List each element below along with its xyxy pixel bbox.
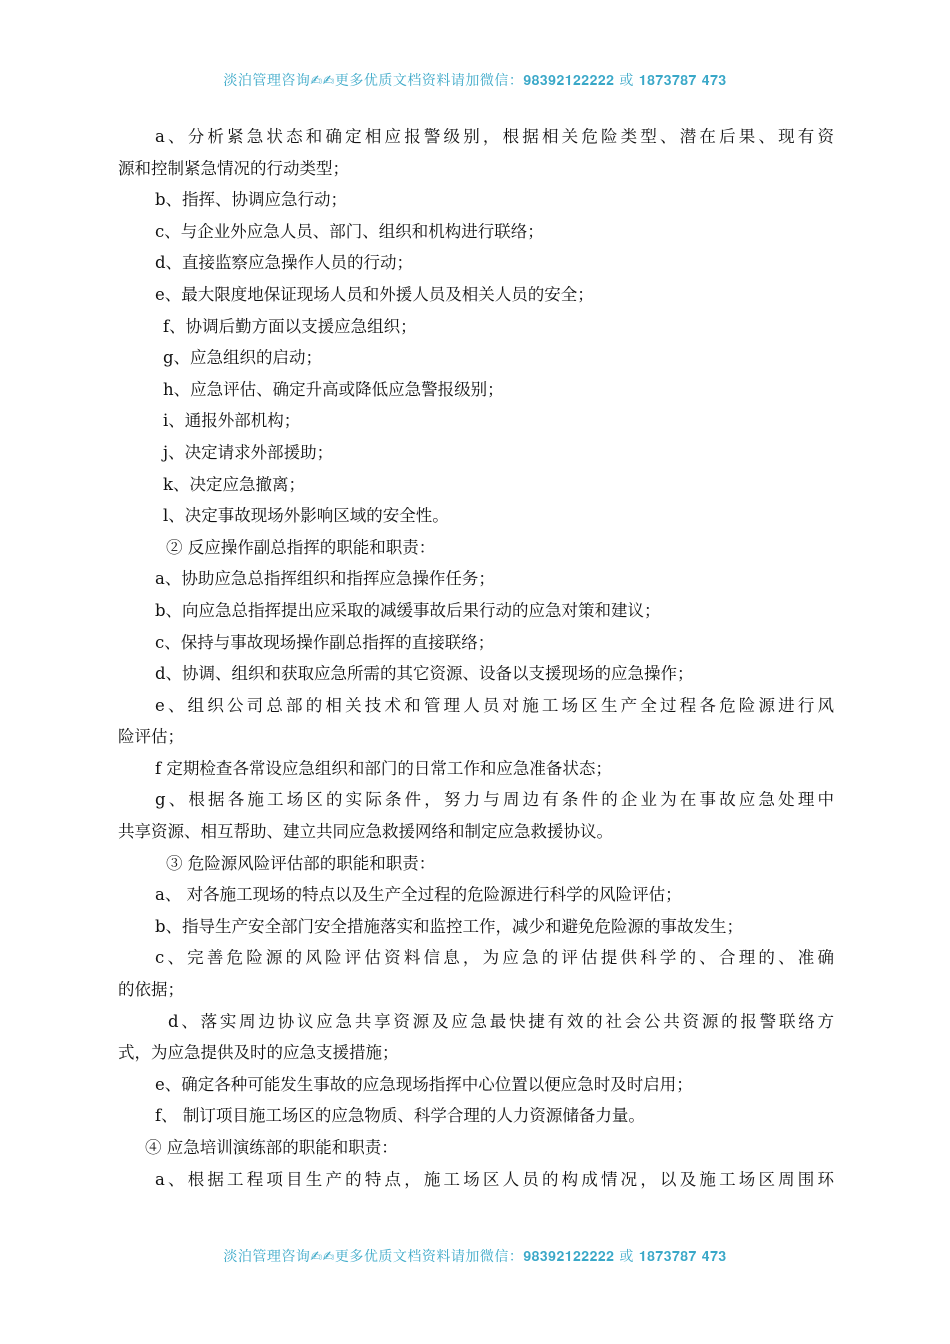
text-line: e、确定各种可能发生事故的应急现场指挥中心位置以便应急时及时启用； [155,1074,693,1094]
text-line: f、协调后勤方面以支援应急组织； [163,316,417,336]
text-line: l、决定事故现场外影响区域的安全性。 [163,506,449,526]
text-line: d、落实周边协议应急共享资源及应急最快捷有效的社会公共资源的报警联络方 [168,1011,834,1031]
header-watermark: 淡泊管理咨询✍✍更多优质文档资料请加微信：𝟗𝟖𝟑𝟗𝟐𝟏𝟐𝟐𝟐𝟐𝟐 或 𝟏𝟖𝟕𝟑𝟕𝟖𝟕 𝟒𝟕𝟑 [223,73,727,89]
text-line: c、保持与事故现场操作副总指挥的直接联络； [155,632,495,652]
section-heading: ③ 危险源风险评估部的职能和职责： [166,853,436,873]
text-line: 式，为应急提供及时的应急支援措施； [118,1043,399,1063]
text-line: c、与企业外应急人员、部门、组织和机构进行联络； [155,221,544,241]
text-line: d、协调、组织和获取应急所需的其它资源、设备以支援现场的应急操作； [155,664,694,684]
text-line: f、 制订项目施工场区的应急物质、科学合理的人力资源储备力量。 [155,1106,645,1126]
text-line: 的依据； [118,980,184,1000]
text-line: a、协助应急总指挥组织和指挥应急操作任务； [155,569,495,589]
text-line: f 定期检查各常设应急组织和部门的日常工作和应急准备状态； [155,758,612,778]
text-line: e、最大限度地保证现场人员和外援人员及相关人员的安全； [155,284,594,304]
text-line: b、指导生产安全部门安全措施落实和监控工作，减少和避免危险源的事故发生； [155,916,744,936]
text-line: b、向应急总指挥提出应采取的减缓事故后果行动的应急对策和建议； [155,600,661,620]
document-body [118,121,834,1195]
text-line: a、根据工程项目生产的特点，施工场区人员的构成情况，以及施工场区周围环 [155,1169,834,1189]
text-line: 源和控制紧急情况的行动类型； [118,158,349,178]
text-line: b、指挥、协调应急行动； [155,190,348,210]
text-line: e、组织公司总部的相关技术和管理人员对施工场区生产全过程各危险源进行风 [155,695,834,715]
text-line: c、完善危险源的风险评估资料信息，为应急的评估提供科学的、合理的、准确 [155,948,834,968]
text-line: i、通报外部机构； [163,411,301,431]
footer-watermark: 淡泊管理咨询✍✍更多优质文档资料请加微信：𝟗𝟖𝟑𝟗𝟐𝟏𝟐𝟐𝟐𝟐𝟐 或 𝟏𝟖𝟕𝟑𝟕𝟖𝟕 𝟒𝟕𝟑 [223,1249,727,1265]
text-line: a、 对各施工现场的特点以及生产全过程的危险源进行科学的风险评估； [155,885,682,905]
section-heading: ② 反应操作副总指挥的职能和职责： [166,537,436,557]
text-line: d、直接监察应急操作人员的行动； [155,253,414,273]
text-line: g、应急组织的启动； [163,348,323,368]
text-line: 险评估； [118,727,184,747]
text-line: h、应急评估、确定升高或降低应急警报级别； [163,379,504,399]
text-line: g、根据各施工场区的实际条件，努力与周边有条件的企业为在事故应急处理中 [155,790,834,810]
text-line: k、决定应急撤离； [163,474,305,494]
text-line: a、分析紧急状态和确定相应报警级别，根据相关危险类型、潜在后果、现有资 [155,127,834,146]
section-heading: ④ 应急培训演练部的职能和职责： [145,1138,398,1157]
text-line: j、决定请求外部援助； [163,442,334,462]
text-line: 共享资源、相互帮助、建立共同应急救援网络和制定应急救援协议。 [118,822,613,842]
